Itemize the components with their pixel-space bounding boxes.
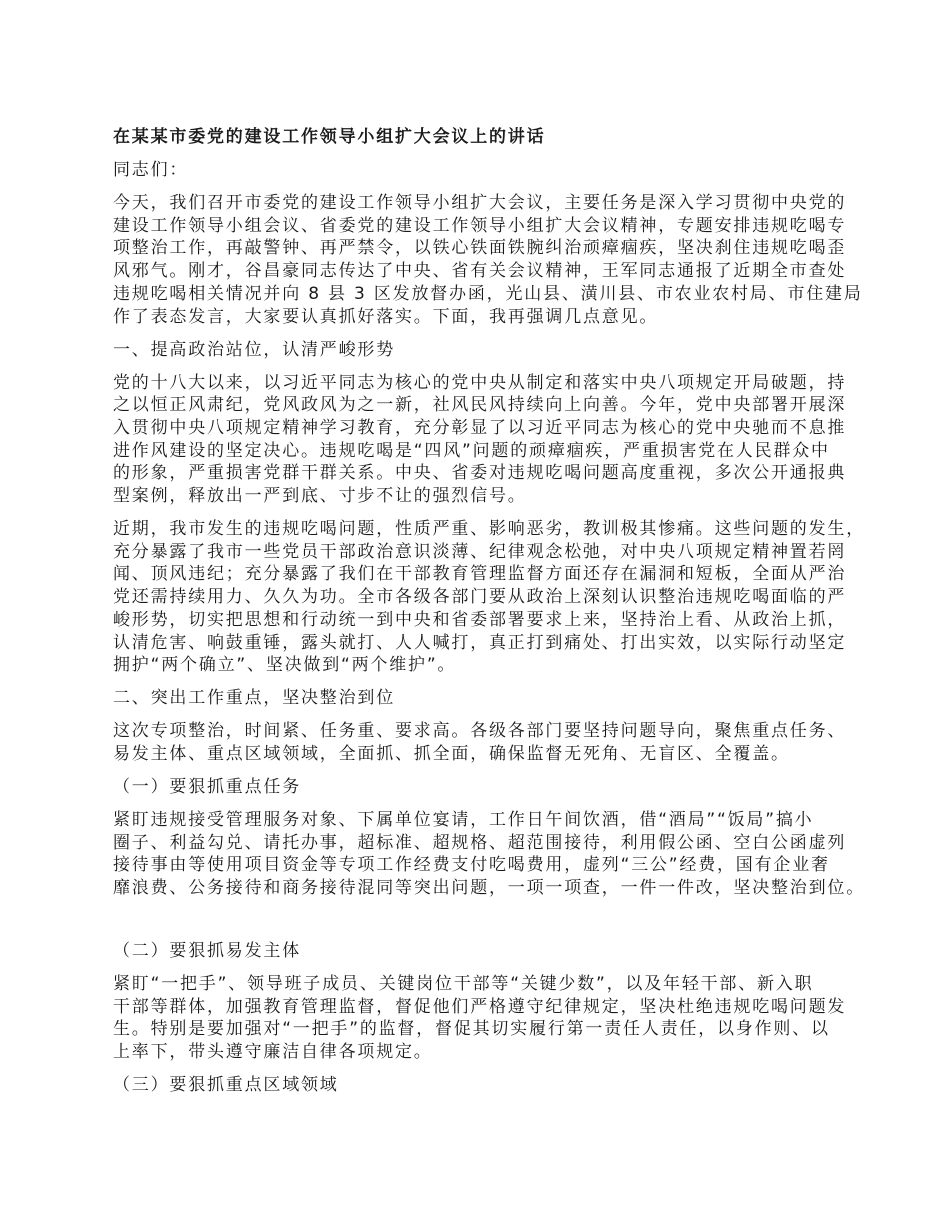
text-line: 作了表态发言，大家要认真抓好落实。下面，我再强调几点意见。 — [113, 306, 659, 327]
text-line: 拥护“两个确立”、坚决做到“两个维护”。 — [113, 655, 457, 676]
text-line: 项整治工作，再敲警钟、再严禁令，以铁心铁面铁腕纠治顽瘴痼疾，坚决刹住违规吃喝歪 — [113, 238, 847, 259]
text-line: 的形象，严重损害党群干群关系。中央、省委对违规吃喝问题高度重视，多次公开通报典 — [113, 463, 847, 484]
document-body — [113, 192, 865, 1097]
text-line: （二）要狠抓易发主体 — [113, 941, 301, 962]
text-line: 接待事由等使用项目资金等专项工作经费支付吃喝费用，虚列“三公”经费，国有企业奢 — [113, 855, 830, 876]
section-heading — [113, 687, 858, 710]
salutation: 同志们： — [113, 160, 189, 180]
text-line: 二、突出工作重点，坚决整治到位 — [113, 688, 395, 709]
paragraph — [113, 973, 858, 1064]
section-heading — [113, 339, 858, 362]
text-line: 进作风建设的坚定决心。违规吃喝是“四风”问题的顽瘴痼疾，严重损害党在人民群众中 — [113, 440, 830, 461]
text-line: 建设工作领导小组会议、省委党的建设工作领导小组扩大会议精神，专题安排违规吃喝专 — [113, 215, 847, 236]
text-line: 峻形势，切实把思想和行动统一到中央和省委部署要求上来，坚持治上看、从政治上抓， — [113, 609, 847, 630]
text-line: 充分暴露了我市一些党员干部政治意识淡薄、纪律观念松弛，对中央八项规定精神置若罔 — [113, 541, 847, 562]
text-line: 近期，我市发生的违规吃喝问题，性质严重、影响恶劣，教训极其惨痛。这些问题的发生， — [113, 519, 865, 540]
text-line: 闻、顶风违纪；充分暴露了我们在干部教育管理监督方面还存在漏洞和短板，全面从严治 — [113, 564, 847, 585]
paragraph — [113, 192, 863, 328]
paragraph — [113, 372, 858, 508]
blank-spacer — [113, 910, 858, 940]
text-line: 上率下，带头遵守廉洁自律各项规定。 — [113, 1042, 433, 1063]
document-title: 在某某市委党的建设工作领导小组扩大会议上的讲话 — [113, 127, 546, 147]
text-line: 认清危害、响鼓重锤，露头就打、人人喊打，真正打到痛处、打出实效，以实际行动坚定 — [113, 632, 847, 653]
section-heading — [113, 1074, 858, 1097]
text-line: 党的十八大以来，以习近平同志为核心的党中央从制定和落实中央八项规定开局破题，持 — [113, 372, 847, 393]
document-page — [113, 126, 865, 1107]
text-line: 生。特别是要加强对“一把手”的监督，督促其切实履行第一责任人责任，以身作则、以 — [113, 1019, 830, 1040]
text-line: 党还需持续用力、久久为功。全市各级各部门要从政治上深刻认识整治违规吃喝面临的严 — [113, 587, 847, 608]
text-line: 紧盯违规接受管理服务对象、下属单位宴请，工作日午间饮酒，借“酒局”“饭局”搞小 — [113, 809, 814, 830]
paragraph — [113, 720, 858, 765]
text-line: 型案例，释放出一严到底、寸步不让的强烈信号。 — [113, 486, 527, 507]
section-heading — [113, 940, 858, 963]
text-line: 之以恒正风肃纪，党风政风为之一新，社风民风持续向上向善。今年，党中央部署开展深 — [113, 395, 847, 416]
text-line: 易发主体、重点区域领域，全面抓、抓全面，确保监督无死角、无盲区、全覆盖。 — [113, 743, 790, 764]
paragraph — [113, 809, 865, 900]
section-heading — [113, 776, 858, 799]
text-line: （一）要狠抓重点任务 — [113, 776, 301, 797]
text-line: 紧盯“一把手”、领导班子成员、关键岗位干部等“关键少数”，以及年轻干部、新入职 — [113, 974, 814, 995]
text-line: 干部等群体，加强教育管理监督，督促他们严格遵守纪律规定，坚决杜绝违规吃喝问题发 — [113, 996, 847, 1017]
text-line: （三）要狠抓重点区域领域 — [113, 1075, 339, 1096]
text-line: 圈子、利益勾兑、请托办事，超标准、超规格、超范围接待，利用假公函、空白公函虚列 — [113, 832, 847, 853]
text-line: 靡浪费、公务接待和商务接待混同等突出问题，一项一项查，一件一件改，坚决整治到位。 — [113, 878, 865, 899]
text-line: 一、提高政治站位，认清严峻形势 — [113, 339, 395, 360]
text-line: 风邪气。刚才，谷昌豪同志传达了中央、省有关会议精神，王军同志通报了近期全市查处 — [113, 261, 847, 282]
text-line: 违规吃喝相关情况并向 8 县 3 区发放督办函，光山县、潢川县、市农业农村局、市住建局 — [113, 283, 863, 304]
paragraph — [113, 518, 865, 677]
text-line: 今天，我们召开市委党的建设工作领导小组扩大会议，主要任务是深入学习贯彻中央党的 — [113, 193, 847, 213]
text-line: 入贯彻中央八项规定精神学习教育，充分彰显了以习近平同志为核心的党中央驰而不息推 — [113, 417, 847, 438]
text-line: 这次专项整治，时间紧、任务重、要求高。各级各部门要坚持问题导向，聚焦重点任务、 — [113, 721, 847, 742]
